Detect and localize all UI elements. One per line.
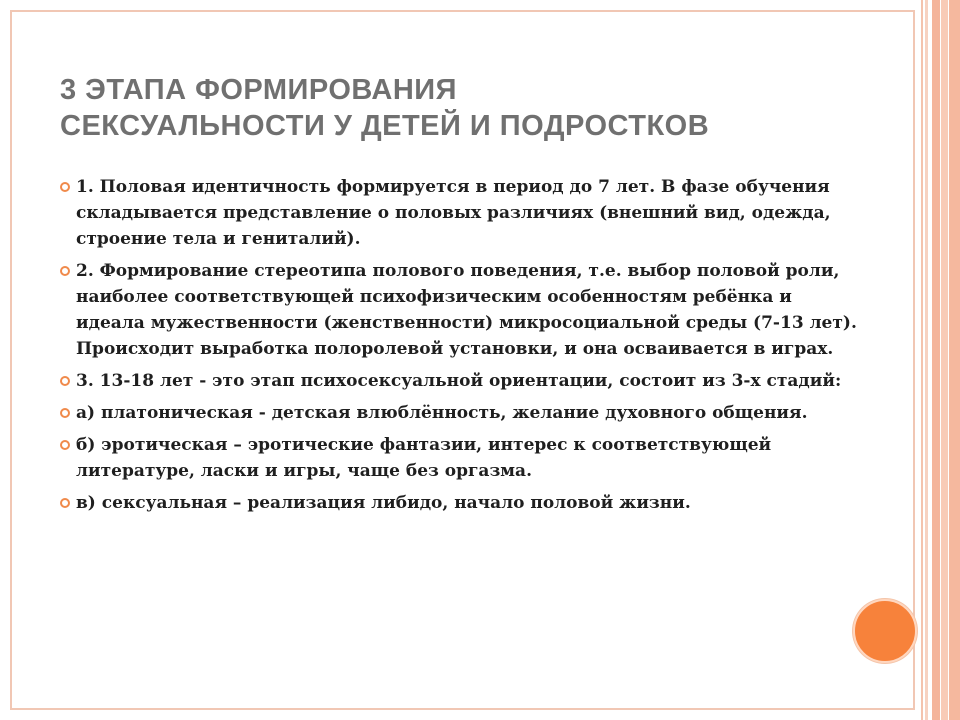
bullet-ring-icon <box>60 376 70 386</box>
decorative-stripe <box>941 0 948 720</box>
list-item <box>60 258 860 362</box>
bullet-ring-icon <box>60 266 70 276</box>
list-item <box>60 432 860 484</box>
list-item <box>60 490 860 516</box>
slide-title-line: СЕКСУАЛЬНОСТИ У ДЕТЕЙ И ПОДРОСТКОВ <box>60 110 710 142</box>
decorative-stripe <box>932 0 940 720</box>
list-item <box>60 400 860 426</box>
bullet-ring-icon <box>60 182 70 192</box>
list-item-text: 3. 13-18 лет - это этап психосексуальной ориентации, состоит из 3-х стадий: <box>76 371 842 391</box>
bullet-ring-icon <box>60 408 70 418</box>
slide-title-line: 3 ЭТАПА ФОРМИРОВАНИЯ <box>60 74 457 106</box>
slide-title <box>60 72 880 144</box>
list-item-text: 1. Половая идентичность формируется в период до 7 лет. В фазе обучения складывается представление о половых различиях (внешний вид, одежда, строение тела и гениталий). <box>76 177 831 249</box>
decorative-stripe <box>921 0 923 720</box>
list-item-text: 2. Формирование стереотипа полового поведения, т.е. выбор половой роли, наиболее соответствующей психофизическим особенностям ребёнка и идеала мужественности (женственности) микросоциальной среды (7-13 лет). Происходит выработка полоролевой установки, и она осваивается в играх. <box>76 261 857 359</box>
decorative-stripe <box>925 0 928 720</box>
decorative-stripe <box>949 0 960 720</box>
bullet-ring-icon <box>60 498 70 508</box>
decorative-orange-circle <box>853 599 917 663</box>
bullet-list <box>60 174 860 522</box>
list-item <box>60 174 860 252</box>
list-item-text: б) эротическая – эротические фантазии, интерес к соответствующей литературе, ласки и игры, чаще без оргазма. <box>76 435 772 481</box>
list-item <box>60 368 860 394</box>
list-item-text: в) сексуальная – реализация либидо, начало половой жизни. <box>76 493 691 513</box>
bullet-ring-icon <box>60 440 70 450</box>
list-item-text: а) платоническая - детская влюблённость, желание духовного общения. <box>76 403 808 423</box>
